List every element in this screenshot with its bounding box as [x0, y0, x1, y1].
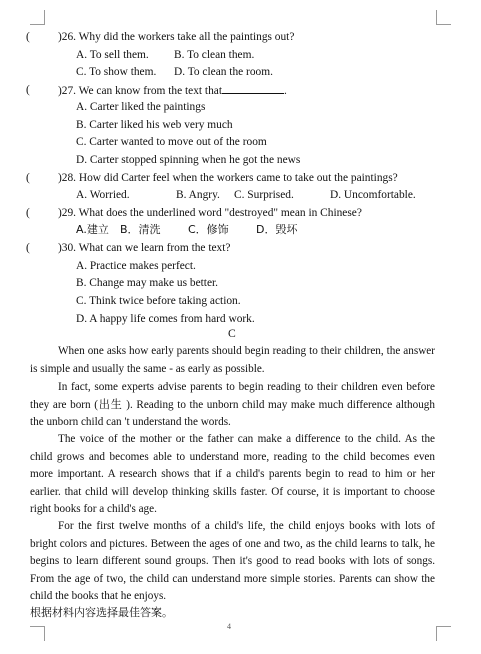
- question-29-option-a: A.建立: [76, 223, 109, 236]
- question-27-option-a: A. Carter liked the paintings: [76, 101, 206, 113]
- question-28-option-d: D. Uncomfortable.: [330, 189, 416, 201]
- question-30-text: )30. What can we learn from the text?: [58, 242, 231, 254]
- question-26-option-b: B. To clean them.: [174, 49, 255, 61]
- question-30-option-b: B. Change may make us better.: [76, 277, 219, 289]
- section-heading: C: [228, 327, 236, 340]
- question-30-paren: (: [26, 242, 30, 254]
- question-28-paren: (: [26, 172, 30, 184]
- question-29-option-b: B．清洗: [120, 223, 161, 236]
- question-26-text: )26. Why did the workers take all the paintings out?: [58, 31, 295, 43]
- question-27-option-b: B. Carter liked his web very much: [76, 119, 233, 131]
- crop-mark-bottom-right: [436, 626, 451, 641]
- question-28-option-c: C. Surprised.: [234, 189, 294, 201]
- question-27-text: )27. We can know from the text that .: [58, 85, 287, 97]
- passage-paragraph: For the first twelve months of a child's life, the child enjoys books with lots of bright colors and pictures. Between the ages of one and two, as the child learns to talk, he begins to learn different sound groups. Then it's good to read books with lots of songs. From the age of two, the child can understand more simple stories. Parents can show the child the books that he enjoys.: [30, 520, 435, 602]
- question-26-option-a: A. To sell them.: [76, 49, 149, 61]
- question-29-option-c: C．修饰: [188, 223, 229, 236]
- question-27-option-d: D. Carter stopped spinning when he got the news: [76, 154, 301, 166]
- question-28-text: )28. How did Carter feel when the workers came to take out the paintings?: [58, 172, 398, 184]
- passage-paragraph: The voice of the mother or the father can make a difference to the child. As the child grows and becomes able to understand more, reading to the child becomes even more important. A research shows that if a child's parents begin to read to him or her earlier. that child will develop thinking skills faster. Of course, it is important to choose right books for a child's age.: [30, 433, 435, 515]
- question-26-option-d: D. To clean the room.: [174, 66, 273, 78]
- question-29-text: )29. What does the underlined word "destroyed" mean in Chinese?: [58, 207, 362, 219]
- question-30-option-d: D. A happy life comes from hard work.: [76, 313, 255, 325]
- passage-paragraph: In fact, some experts advise parents to begin reading to their children even before they are born (出生 ). Reading to the unborn child may make much difference although the unborn child can 't understand the words.: [30, 381, 435, 428]
- answer-blank: [222, 83, 284, 94]
- crop-mark-top-left: [30, 10, 45, 25]
- crop-mark-top-right: [436, 10, 451, 25]
- question-26-option-c: C. To show them.: [76, 66, 157, 78]
- question-27-option-c: C. Carter wanted to move out of the room: [76, 136, 267, 148]
- question-28-option-a: A. Worried.: [76, 189, 130, 201]
- page-number: 4: [227, 622, 231, 631]
- question-30-option-c: C. Think twice before taking action.: [76, 295, 241, 307]
- question-29-option-d: D．毁坏: [256, 223, 298, 236]
- question-30-option-a: A. Practice makes perfect.: [76, 260, 196, 272]
- passage-paragraph: When one asks how early parents should begin reading to their children, the answer is simple and usually the same - as early as possible.: [30, 345, 435, 375]
- question-27-paren: (: [26, 84, 30, 96]
- question-26-paren: (: [26, 31, 30, 43]
- instruction-text: 根据材料内容选择最佳答案。: [30, 606, 173, 619]
- question-29-paren: (: [26, 207, 30, 219]
- question-28-option-b: B. Angry.: [176, 189, 220, 201]
- crop-mark-bottom-left: [30, 626, 45, 641]
